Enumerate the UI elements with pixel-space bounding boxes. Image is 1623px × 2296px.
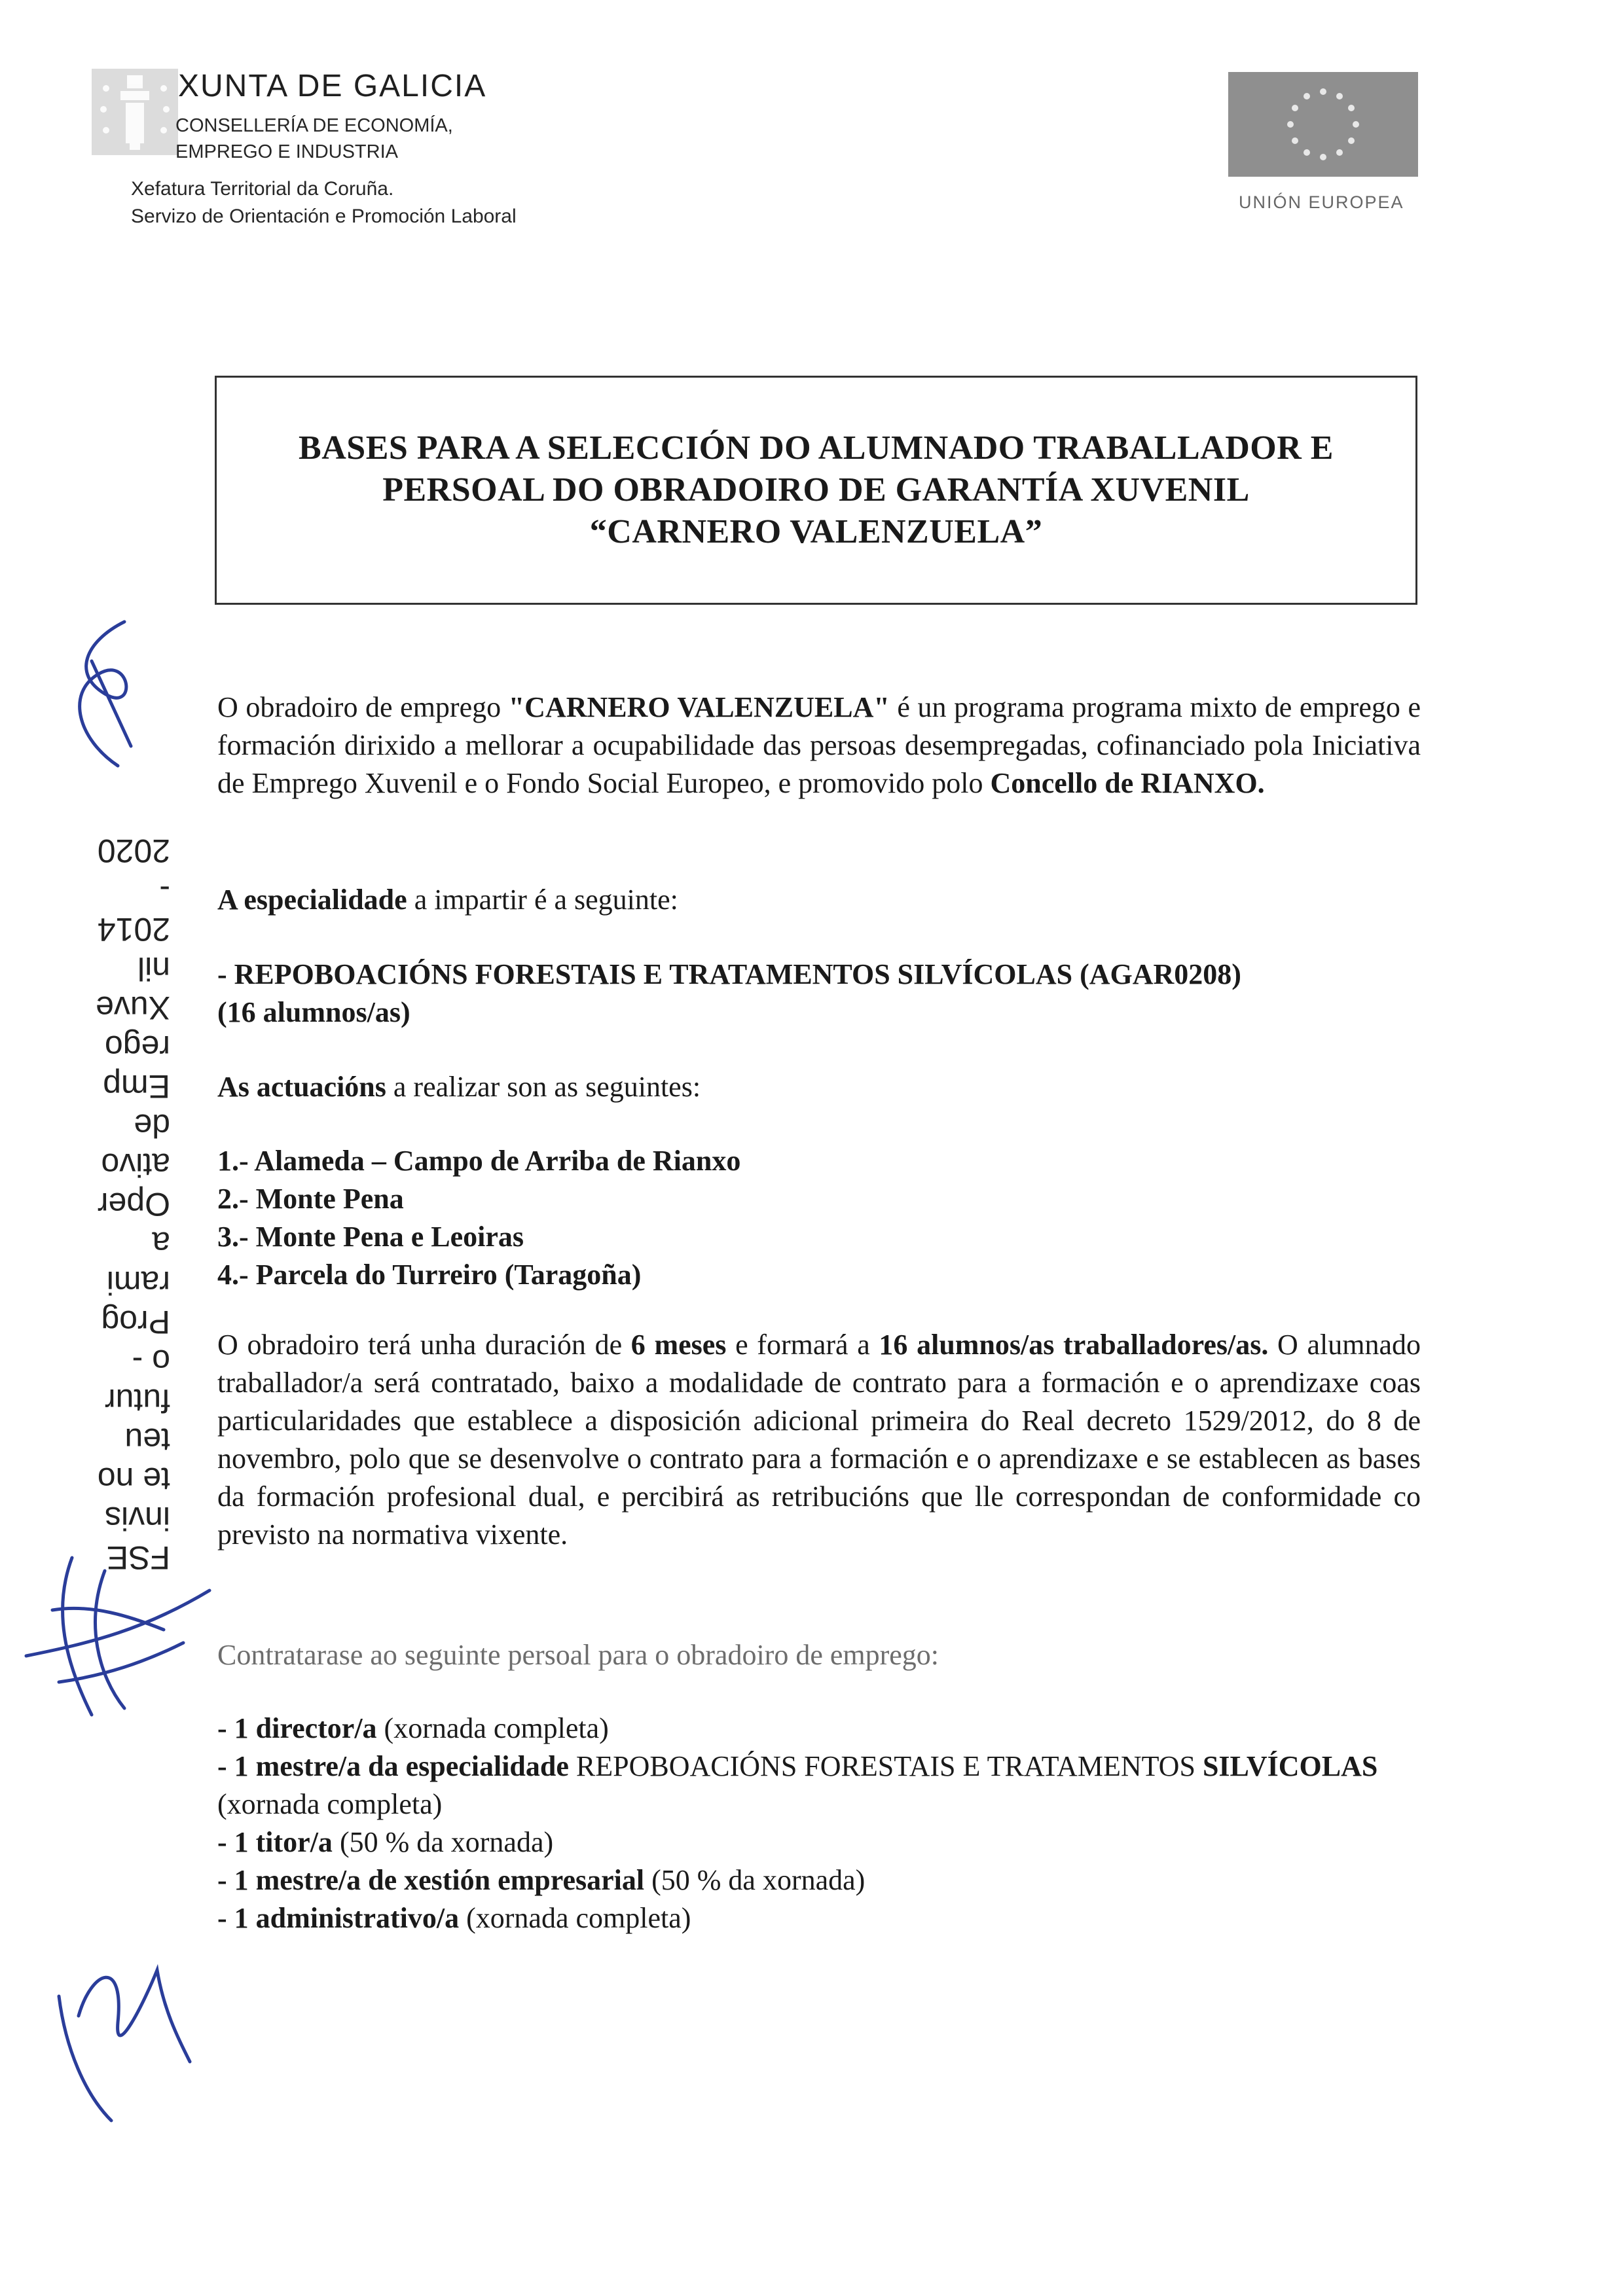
actuacions-list <box>217 1142 1421 1294</box>
signature-middle <box>13 1532 223 1728</box>
list-item <box>217 1180 1421 1218</box>
org-name: XUNTA DE GALICIA <box>178 69 487 103</box>
stamp-line: Xuve <box>96 990 170 1026</box>
especialidade-students: (16 alumnos/as) <box>217 996 410 1028</box>
stamp-line: o - <box>132 1343 170 1380</box>
stamp-line: te no <box>97 1461 170 1498</box>
intro-text-1: O obradoiro de emprego <box>217 691 509 723</box>
persoal-detail: (xornada completa) <box>459 1902 691 1934</box>
persoal-role: - 1 mestre/a da especialidade <box>217 1750 569 1782</box>
title-line1: BASES PARA A SELECCIÓN DO ALUMNADO TRABALLADOR E <box>299 429 1334 467</box>
actuacion-1: 1.- Alameda – Campo de Arriba de Rianxo <box>217 1145 741 1177</box>
persoal-list <box>217 1710 1421 1937</box>
promoter: Concello de RIANXO. <box>990 767 1265 799</box>
list-item <box>217 1899 1421 1937</box>
signature-bottom <box>39 1931 196 2127</box>
stamp-line: a <box>152 1225 170 1262</box>
stamp-line: teu <box>124 1422 170 1458</box>
especialidade-name: - REPOBOACIÓNS FORESTAIS E TRATAMENTOS SILVÍCOLAS (AGAR0208) <box>217 958 1241 990</box>
actuacion-3: 3.- Monte Pena e Leoiras <box>217 1221 524 1253</box>
especialidade-heading <box>217 881 1421 919</box>
title-line2: PERSOAL DO OBRADOIRO DE GARANTÍA XUVENIL <box>382 471 1250 509</box>
list-item <box>217 1861 1421 1899</box>
list-item <box>217 1142 1421 1180</box>
stamp-line: FSE <box>106 1539 170 1576</box>
persoal-role: - 1 titor/a <box>217 1826 333 1858</box>
title-line3: “CARNERO VALENZUELA” <box>589 513 1043 550</box>
stamp-line: de <box>134 1107 170 1144</box>
list-item <box>217 1710 1421 1748</box>
intro-paragraph <box>217 689 1421 802</box>
list-item <box>217 1748 1421 1823</box>
conselleria-line1: CONSELLERÍA DE ECONOMÍA, <box>175 115 453 136</box>
duracion-months: 6 meses <box>630 1329 727 1361</box>
especialidade-item <box>217 956 1421 1031</box>
persoal-detail: REPOBOACIÓNS FORESTAIS E TRATAMENTOS <box>568 1750 1203 1782</box>
stamp-line: futur <box>104 1382 170 1419</box>
stamp-line: rego <box>104 1029 170 1066</box>
eu-label: UNIÓN EUROPEA <box>1239 192 1404 212</box>
actuacions-label: As actuacións <box>217 1071 386 1103</box>
persoal-role: - 1 administrativo/a <box>217 1902 460 1934</box>
department <box>131 175 517 230</box>
document-title <box>253 427 1379 553</box>
eu-flag-icon <box>1228 72 1418 177</box>
duracion-text-2: e formará a <box>726 1329 879 1361</box>
xefatura-line: Xefatura Territorial da Coruña. <box>131 178 394 200</box>
stamp-line: ativo <box>101 1147 170 1183</box>
persoal-detail: (xornada completa) <box>376 1712 609 1744</box>
persoal-detail: (50 % da xornada) <box>644 1864 866 1896</box>
fse-stamp <box>39 812 170 1577</box>
persoal-detail: (50 % da xornada) <box>332 1826 554 1858</box>
program-name: "CARNERO VALENZUELA" <box>508 691 890 723</box>
stamp-line: Oper <box>97 1186 170 1223</box>
actuacions-heading <box>217 1068 1421 1106</box>
intro-text-2: é un programa programa mixto de emprego e formación dirixido a mellorar a ocupabilidade das persoas desempregadas, cofinanciado pola Iniciativa de Emprego Xuvenil e o Fondo Social Europeo, e promovido polo <box>217 691 1421 799</box>
stamp-line: - <box>159 872 170 908</box>
xunta-crest-icon <box>92 69 178 155</box>
duracion-paragraph <box>217 1326 1421 1554</box>
actuacions-rest: a realizar son as seguintes: <box>386 1071 701 1103</box>
list-item <box>217 1256 1421 1294</box>
title-box <box>215 376 1417 605</box>
duracion-text-3: O alumnado traballador/a será contratado, baixo a modalidade de contrato para a formación e o aprendizaxe coas particularidades que establece a disposición adicional primeira do Real decreto 1529/2012, do 8 de novembro, polo que se desenvolve o contrato para a formación e o aprendizaxe e se establecen as bases da formación profesional dual, e percibirá as retribucións que lle correspondan de conformidade co previsto na normativa vixente. <box>217 1329 1421 1551</box>
actuacion-4: 4.- Parcela do Turreiro (Taragoña) <box>217 1259 642 1291</box>
stamp-line: invis <box>104 1500 170 1537</box>
list-item <box>217 1218 1421 1256</box>
stamp-line: 2020 <box>97 833 170 869</box>
stamp-line: Prog <box>101 1304 170 1340</box>
conselleria <box>175 113 453 165</box>
duracion-text-1: O obradoiro terá unha duración de <box>217 1329 631 1361</box>
actuacion-2: 2.- Monte Pena <box>217 1183 404 1215</box>
persoal-role: - 1 director/a <box>217 1712 377 1744</box>
stamp-line: Emp <box>103 1068 170 1105</box>
persoal-role: - 1 mestre/a de xestión empresarial <box>217 1864 645 1896</box>
persoal-intro-text: Contratarase ao seguinte persoal para o obradoiro de emprego: <box>217 1639 939 1671</box>
especialidade-label: A especialidade <box>217 884 407 916</box>
list-item <box>217 1823 1421 1861</box>
persoal-role-cont: SILVÍCOLAS <box>1202 1750 1378 1782</box>
conselleria-line2: EMPREGO E INDUSTRIA <box>175 141 398 162</box>
signature-initials-top <box>26 615 157 785</box>
stamp-line: nil <box>137 950 170 987</box>
persoal-intro <box>217 1636 1421 1674</box>
stamp-line: rami <box>106 1265 170 1301</box>
persoal-detail: (xornada completa) <box>217 1788 443 1820</box>
duracion-students: 16 alumnos/as traballadores/as. <box>879 1329 1269 1361</box>
stamp-line: 2014 <box>97 911 170 948</box>
servizo-line: Servizo de Orientación e Promoción Laboral <box>131 206 517 227</box>
especialidade-rest: a impartir é a seguinte: <box>407 884 678 916</box>
